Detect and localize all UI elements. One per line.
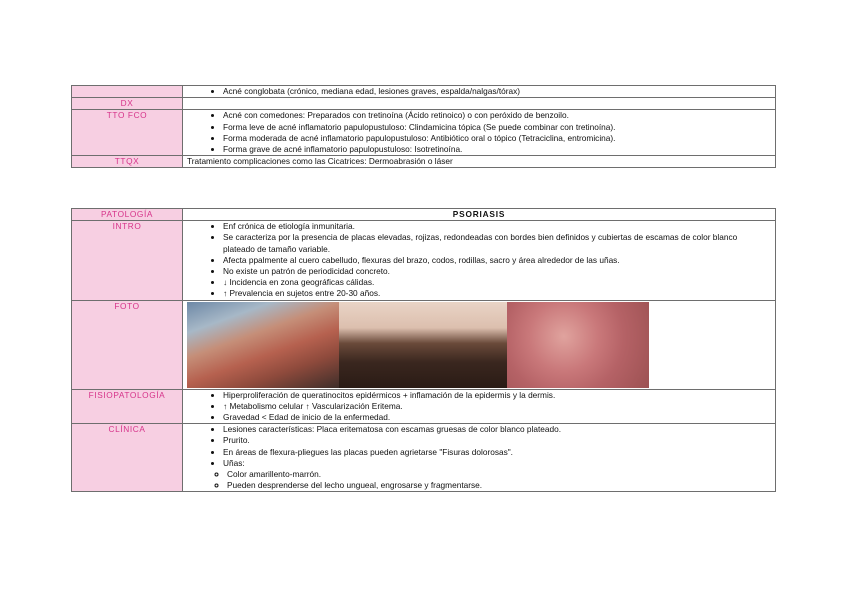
list-item: • No existe un patrón de periodicidad concreto.	[223, 266, 771, 277]
list-item: • Forma grave de acné inflamatorio papulopustuloso: Isotretinoína.	[223, 144, 771, 155]
row-content	[183, 424, 776, 492]
header-title: PSORIASIS	[183, 209, 776, 221]
table-row	[72, 424, 776, 492]
row-content: Tratamiento complicaciones como las Cicatrices: Dermoabrasión o láser	[183, 156, 776, 168]
list-item: • En áreas de flexura-pliegues las placas pueden agrietarse "Fisuras dolorosas".	[223, 447, 771, 458]
row-label-clinica: CLÍNICA	[72, 424, 183, 492]
table-row	[72, 156, 776, 168]
table-row	[72, 86, 776, 98]
row-content	[183, 110, 776, 156]
row-label-foto: FOTO	[72, 300, 183, 389]
list-subitem: ◦ Color amarillento-marrón.	[227, 469, 771, 480]
row-content	[183, 221, 776, 300]
psoriasis-plaque-photo	[507, 302, 649, 388]
list-item: • Prurito.	[223, 435, 771, 446]
list-item: • Enf crónica de etiología inmunitaria.	[223, 221, 771, 232]
table-row	[72, 221, 776, 300]
list-item: • Forma leve de acné inflamatorio papulopustuloso: Clindamicina tópica (Se puede combinar con tretinoína).	[223, 122, 771, 133]
row-content	[183, 389, 776, 424]
row-label-fisiopatologia: FISIOPATOLOGÍA	[72, 389, 183, 424]
list-item: • Lesiones características: Placa eritematosa con escamas gruesas de color blanco plateado.	[223, 424, 771, 435]
row-label-ttqx: TTQX	[72, 156, 183, 168]
list-item: • Acné con comedones: Preparados con tretinoína (Ácido retinoico) o con peróxido de benzoilo.	[223, 110, 771, 121]
list-item: • Uñas:	[223, 458, 771, 469]
list-item: • ↓ Incidencia en zona geográficas cálidas.	[223, 277, 771, 288]
list-item: • Acné conglobata (crónico, mediana edad, lesiones graves, espalda/nalgas/tórax)	[223, 86, 771, 97]
header-label-patologia: PATOLOGÍA	[72, 209, 183, 221]
row-content	[183, 86, 776, 98]
acne-table	[71, 85, 776, 168]
psoriasis-elbow-photo	[187, 302, 339, 388]
list-item: • Afecta ppalmente al cuero cabelludo, flexuras del brazo, codos, rodillas, sacro y área alrededor de las uñas.	[223, 255, 771, 266]
table-row	[72, 110, 776, 156]
list-item: • ↑ Metabolismo celular ↑ Vascularización Eritema.	[223, 401, 771, 412]
list-item: • Se caracteriza por la presencia de placas elevadas, rojizas, redondeadas con bordes bien definidos y cubiertas de escamas de color blanco plateado de tamaño variable.	[223, 232, 771, 254]
list-subitem: ◦ Pueden desprenderse del lecho ungueal, engrosarse y fragmentarse.	[227, 480, 771, 491]
psoriasis-scalp-photo	[339, 302, 507, 388]
row-content	[183, 300, 776, 389]
table-header-row	[72, 209, 776, 221]
list-item: • Hiperproliferación de queratinocitos epidérmicos + inflamación de la epidermis y la dermis.	[223, 390, 771, 401]
table-row	[72, 98, 776, 110]
row-content	[183, 98, 776, 110]
table-row	[72, 300, 776, 389]
list-item: • ↑ Prevalencia en sujetos entre 20-30 años.	[223, 288, 771, 299]
row-label	[72, 86, 183, 98]
row-label-tto-fco: TTO FCO	[72, 110, 183, 156]
row-label-intro: INTRO	[72, 221, 183, 300]
list-item: • Gravedad < Edad de inicio de la enfermedad.	[223, 412, 771, 423]
photo-strip	[187, 301, 771, 389]
psoriasis-table	[71, 208, 776, 492]
list-item: • Forma moderada de acné inflamatorio papulopustuloso: Antibiótico oral o tópico (Tetraciclina, entromicina).	[223, 133, 771, 144]
table-row	[72, 389, 776, 424]
row-label-dx: DX	[72, 98, 183, 110]
